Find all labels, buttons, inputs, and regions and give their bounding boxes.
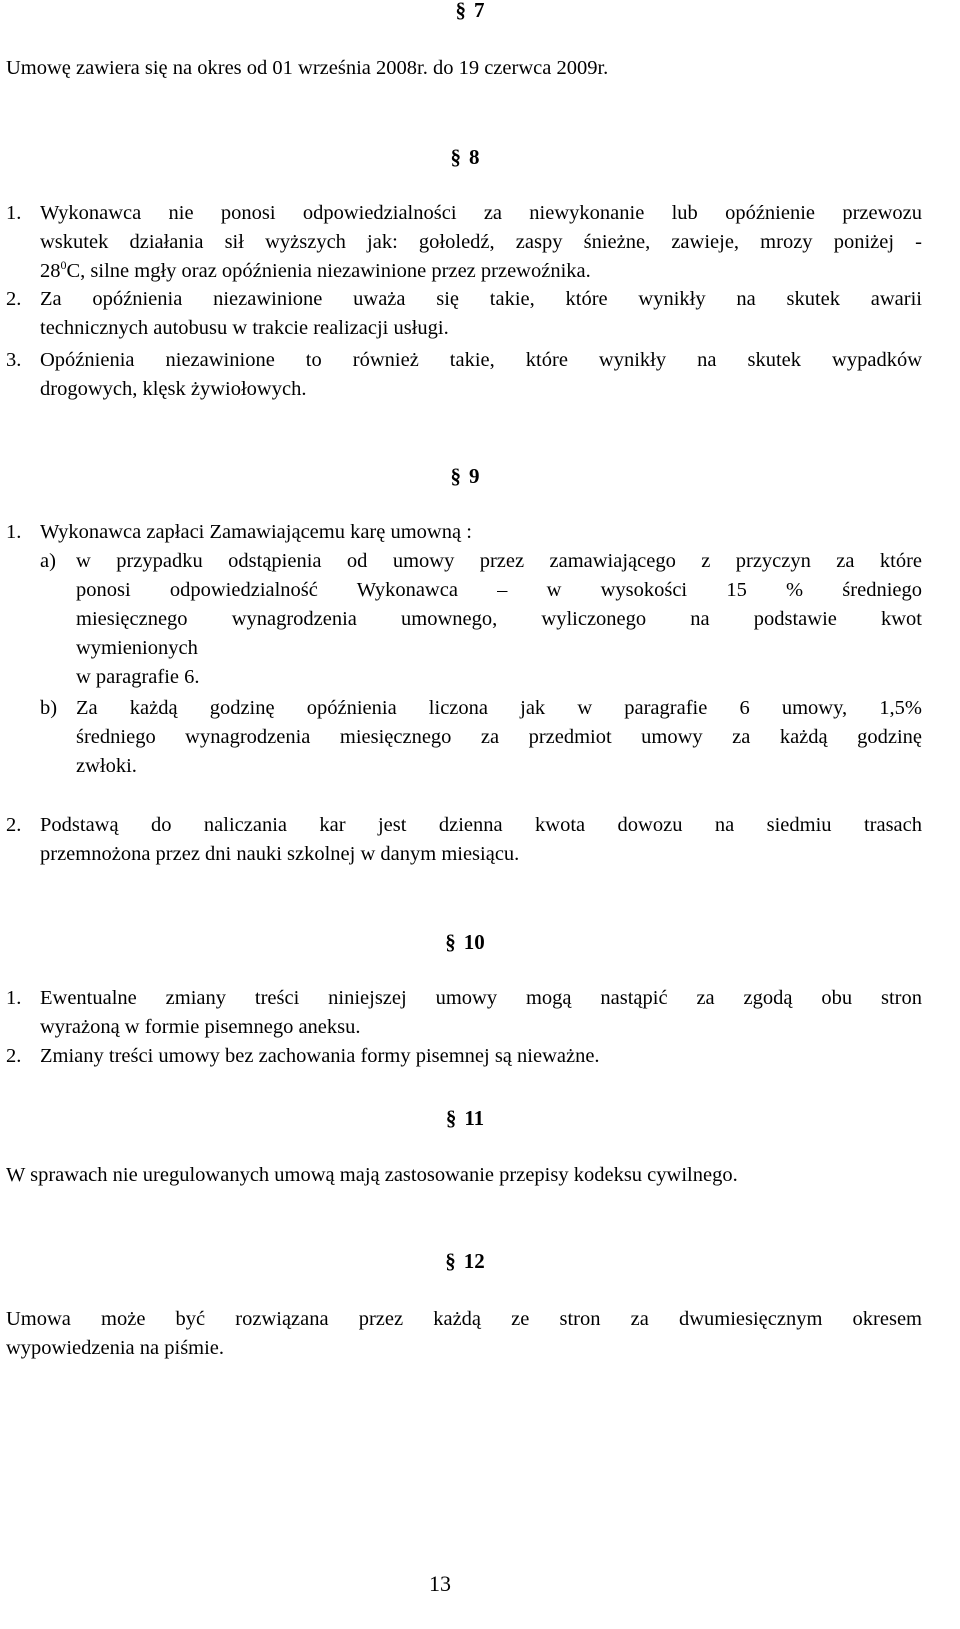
section-symbol: § [455,0,466,22]
text-line: Zmiany treści umowy bez zachowania formy pisemnej są nieważne. [40,1045,600,1067]
section-8-item-3 [6,346,922,404]
subitem-text [76,694,922,781]
civil-code-text: W sprawach nie uregulowanych umową mają zastosowanie przepisy kodeksu cywilnego. [6,1164,738,1186]
item-number: 2. [6,288,22,310]
text-line: Wykonawca nie ponosi odpowiedzialności za niewykonanie lub opóźnienie przewozu [40,202,922,224]
text-line: przemnożona przez dni nauki szkolnej w danym miesiącu. [40,843,520,865]
item-text [40,1042,922,1071]
text-line: w przypadku odstąpienia od umowy przez zamawiającego z przyczyn za które [76,550,922,572]
item-number: 1. [6,521,22,543]
text-line: zwłoki. [76,755,137,777]
text-line: Za każdą godzinę opóźnienia liczona jak w paragrafie 6 umowy, 1,5% [76,697,922,719]
section-9-heading [0,462,930,491]
item-text [40,811,922,869]
text-line: Umowa może być rozwiązana przez każdą ze stron za dwumiesięcznym okresem [6,1308,922,1330]
section-number: 10 [463,930,485,954]
text-line: średniego wynagrodzenia miesięcznego za przedmiot umowy za każdą godzinę [76,726,922,748]
section-10-item-2 [6,1042,922,1071]
section-9-item-2 [6,811,922,869]
text-line: Wykonawca zapłaci Zamawiającemu karę umowną : [40,521,472,543]
section-number: 11 [464,1106,485,1130]
item-number: 1. [6,202,22,224]
text-line: w paragrafie 6. [76,666,200,688]
subitem-text [76,547,922,692]
section-9-item-1 [6,518,922,547]
item-text [40,984,922,1042]
section-10-heading [0,928,930,957]
section-8-item-2 [6,285,922,343]
section-symbol: § [445,930,456,954]
item-number: 2. [6,1045,22,1067]
section-7-text [6,54,922,83]
degree-superscript: 0 [60,258,67,273]
item-text [40,199,922,286]
section-12-heading [0,1247,930,1276]
section-12-text [6,1305,922,1363]
text-line: wskutek działania sił wyższych jak: gołoledź, zaspy śnieżne, zawieje, mrozy poniżej - [40,231,922,253]
item-text [40,346,922,404]
section-symbol: § [445,1106,457,1130]
contract-period-text: Umowę zawiera się na okres od 01 września 2008r. do 19 czerwca 2009r. [6,57,609,79]
item-number: 3. [6,349,22,371]
section-11-text [6,1161,922,1190]
item-number: 2. [6,814,22,836]
section-number: 12 [463,1249,485,1273]
text-fragment: C, silne mgły oraz opóźnienia niezawinione przez przewoźnika. [66,260,591,282]
text-line: wypowiedzenia na piśmie. [6,1337,225,1359]
subitem-label: b) [40,697,58,719]
page-number: 13 [429,1571,451,1596]
text-line: Opóźnienia niezawinione to również takie, które wynikły na skutek wypadków [40,349,922,371]
text-line: technicznych autobusu w trakcie realizacji usługi. [40,317,449,339]
text-line: drogowych, klęsk żywiołowych. [40,378,307,400]
subitem-label: a) [40,550,56,572]
section-8-heading [0,143,930,172]
section-8-item-1 [6,199,922,286]
section-11-heading [0,1104,930,1133]
item-number: 1. [6,987,22,1009]
section-number: 8 [469,145,480,169]
item-text [40,285,922,343]
section-symbol: § [445,1249,456,1273]
text-line [40,257,922,286]
text-line: ponosi odpowiedzialność Wykonawca – w wysokości 15 % średniego [76,579,922,601]
text-line: Podstawą do naliczania kar jest dzienna kwota dowozu na siedmiu trasach [40,814,922,836]
section-7-heading [0,0,940,25]
section-10-item-1 [6,984,922,1042]
text-line: wyrażoną w formie pisemnego aneksu. [40,1016,361,1038]
item-text [40,518,922,547]
text-line: miesięcznego wynagrodzenia umownego, wyliczonego na podstawie kwot [76,608,922,630]
section-symbol: § [450,464,461,488]
text-line: Za opóźnienia niezawinione uważa się takie, które wynikły na skutek awarii [40,288,922,310]
text-line: Ewentualne zmiany treści niniejszej umowy mogą nastąpić za zgodą obu stron [40,987,922,1009]
section-9-subitem-a [40,547,922,692]
section-number: 9 [469,464,480,488]
temperature-value: 28 [40,260,61,282]
text-line: wymienionych [76,637,198,659]
section-symbol: § [450,145,461,169]
section-number: 7 [474,0,485,22]
section-9-subitem-b [40,694,922,781]
